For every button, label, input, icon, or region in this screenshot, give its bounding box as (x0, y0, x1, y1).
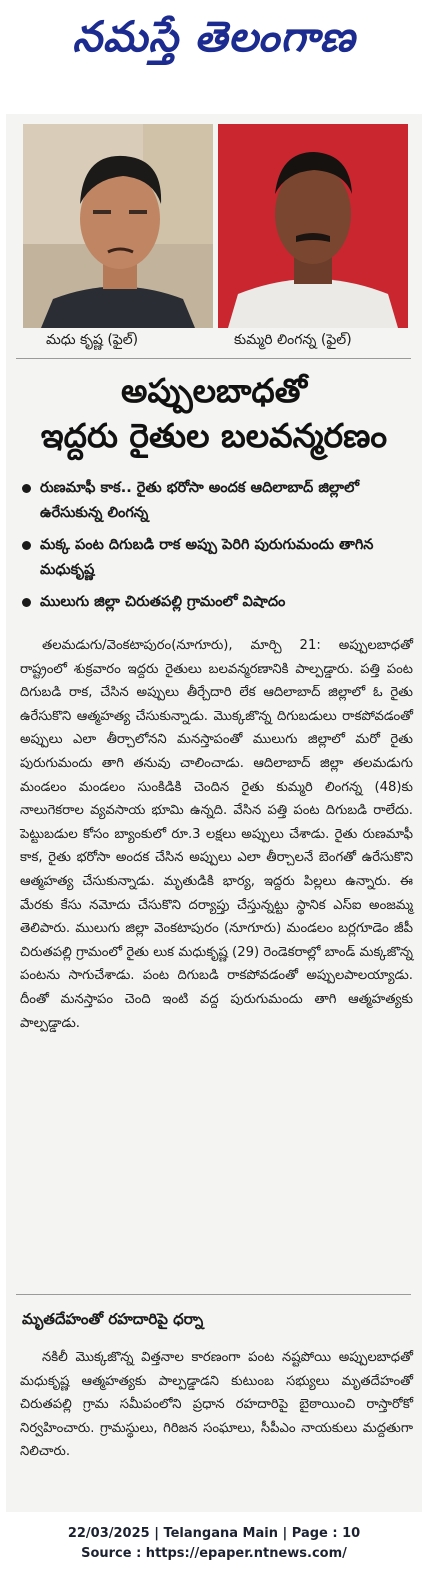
divider (16, 358, 411, 359)
bullet-item: రుణమాఫీ కాక.. రైతు భరోసా అందక ఆదిలాబాద్ జిల్లాలో ఉరేసుకున్న లింగన్న (22, 476, 418, 526)
article-body-continued: నకిలీ మొక్కజొన్న విత్తనాల కారణంగా పంట నష్టపోయి అప్పులబాధతో మధుకృష్ణ ఆత్మహత్యకు పాల్పడ్డాడని కుటుంబ సభ్యులు మృతదేహంతో చిరుతపల్లి గ్రామ సమీపంలోని ప్రధాన రహదారిపై బైఠాయించి రాస్తారోకో నిర్వహించారు. గ్రామస్థులు, గిరిజన సంఘాలు, సీపీఎం నాయకులు మద్దతుగా నిలిచారు. (20, 1350, 413, 1460)
bullet-item: ములుగు జిల్లా చిరుతపల్లి గ్రామంలో విషాదం (22, 590, 418, 615)
photo-kummari-linganna (218, 124, 408, 328)
headline-line-2: ఇద్దరు రైతుల బలవన్మరణం (40, 416, 388, 455)
news-clipping (6, 114, 422, 1512)
headline-line-1: అప్పులబాధతో (121, 371, 307, 410)
footer-date-edition: 22/03/2025 | Telangana Main | Page : 10 (67, 1526, 361, 1541)
masthead (0, 0, 428, 90)
article-subheading: మృతదేహంతో రహదారిపై ధర్నా (22, 1310, 204, 1328)
highlight-bullets (22, 476, 418, 622)
photo-madhu-krishna (23, 124, 213, 328)
newspaper-logo: నమస్తే తెలంగాణ (72, 12, 356, 61)
person-photo-icon (23, 124, 213, 328)
bullet-item: మక్క పంట దిగుబడి రాక అప్పు పెరిగి పురుగుమందు తాగిన మధుకృష్ణ (22, 533, 418, 583)
photo-caption-left: మధు కృష్ణ (ఫైల్) (46, 332, 139, 348)
divider (16, 1294, 411, 1295)
article-body: తలమడుగు/వెంకటాపురం(నూగూరు), మార్చి 21: అప్పులబాధతో రాష్ట్రంలో శుక్రవారం ఇద్దరు రైతులు బలవన్మరణానికి పాల్పడ్డారు. పత్తి పంట దిగుబడి రాక, చేసిన అప్పులు తీర్చేదారి లేక ఆదిలాబాద్ జిల్లాలో ఓ రైతు ఉరేసుకొని ఆత్మహత్య చేసుకున్నాడు. మొక్కజొన్న దిగుబడులు రాకపోవడంతో అప్పులు ఎలా తీర్చాలోనని మనస్తాపంతో ములుగు జిల్లాలో మరో రైతు పురుగుమందు తాగి తనువు చాలించాడు. ఆదిలాబాద్ జిల్లా తలమడుగు మండలం మండలం సుంకిడికి చెందిన రైతు కుమ్మరి లింగన్న (48)కు నాలుగెకరాల వ్యవసాయ భూమి ఉన్నది. వేసిన పత్తి పంట దిగుబడి రాలేదు. పెట్టుబడుల కోసం బ్యాంకులో రూ.3 లక్షలు అప్పులు చేశాడు. రైతు రుణమాఫీ కాక, రైతు భరోసా అందక చేసిన అప్పులు ఎలా తీర్చాలనే బెంగతో ఉరేసుకొని ఆత్మహత్య చేసుకున్నాడు. మృతుడికి భార్య, ఇద్దరు పిల్లలు ఉన్నారు. ఈ మేరకు కేసు నమోదు చేసుకొని దర్యాప్తు చేస్తున్నట్టు స్థానిక ఎస్ఐ అంజమ్మ తెలిపారు. ములుగు జిల్లా వెంకటాపురం (నూగూరు) మండలం బర్లగూడెం జీపీ చిరుతపల్లి గ్రామంలో రైతు లుక మధుకృష్ణ (29) రెండెకరాల్లో బాండ్ మక్కజొన్న పంటను సాగుచేశాడు. పంట దిగుబడి రాకపోవడంతో అప్పులపాలయ్యాడు. దీంతో మనస్తాపం చెంది ఇంటి వద్ద పురుగుమందు తాగి ఆత్మహత్యకు పాల్పడ్డాడు. (20, 638, 413, 1031)
photo-caption-right: కుమ్మరి లింగన్న (ఫైల్) (234, 332, 352, 348)
person-photo-icon (218, 124, 408, 328)
footer-source-link[interactable]: Source : https://epaper.ntnews.com/ (81, 1546, 347, 1561)
